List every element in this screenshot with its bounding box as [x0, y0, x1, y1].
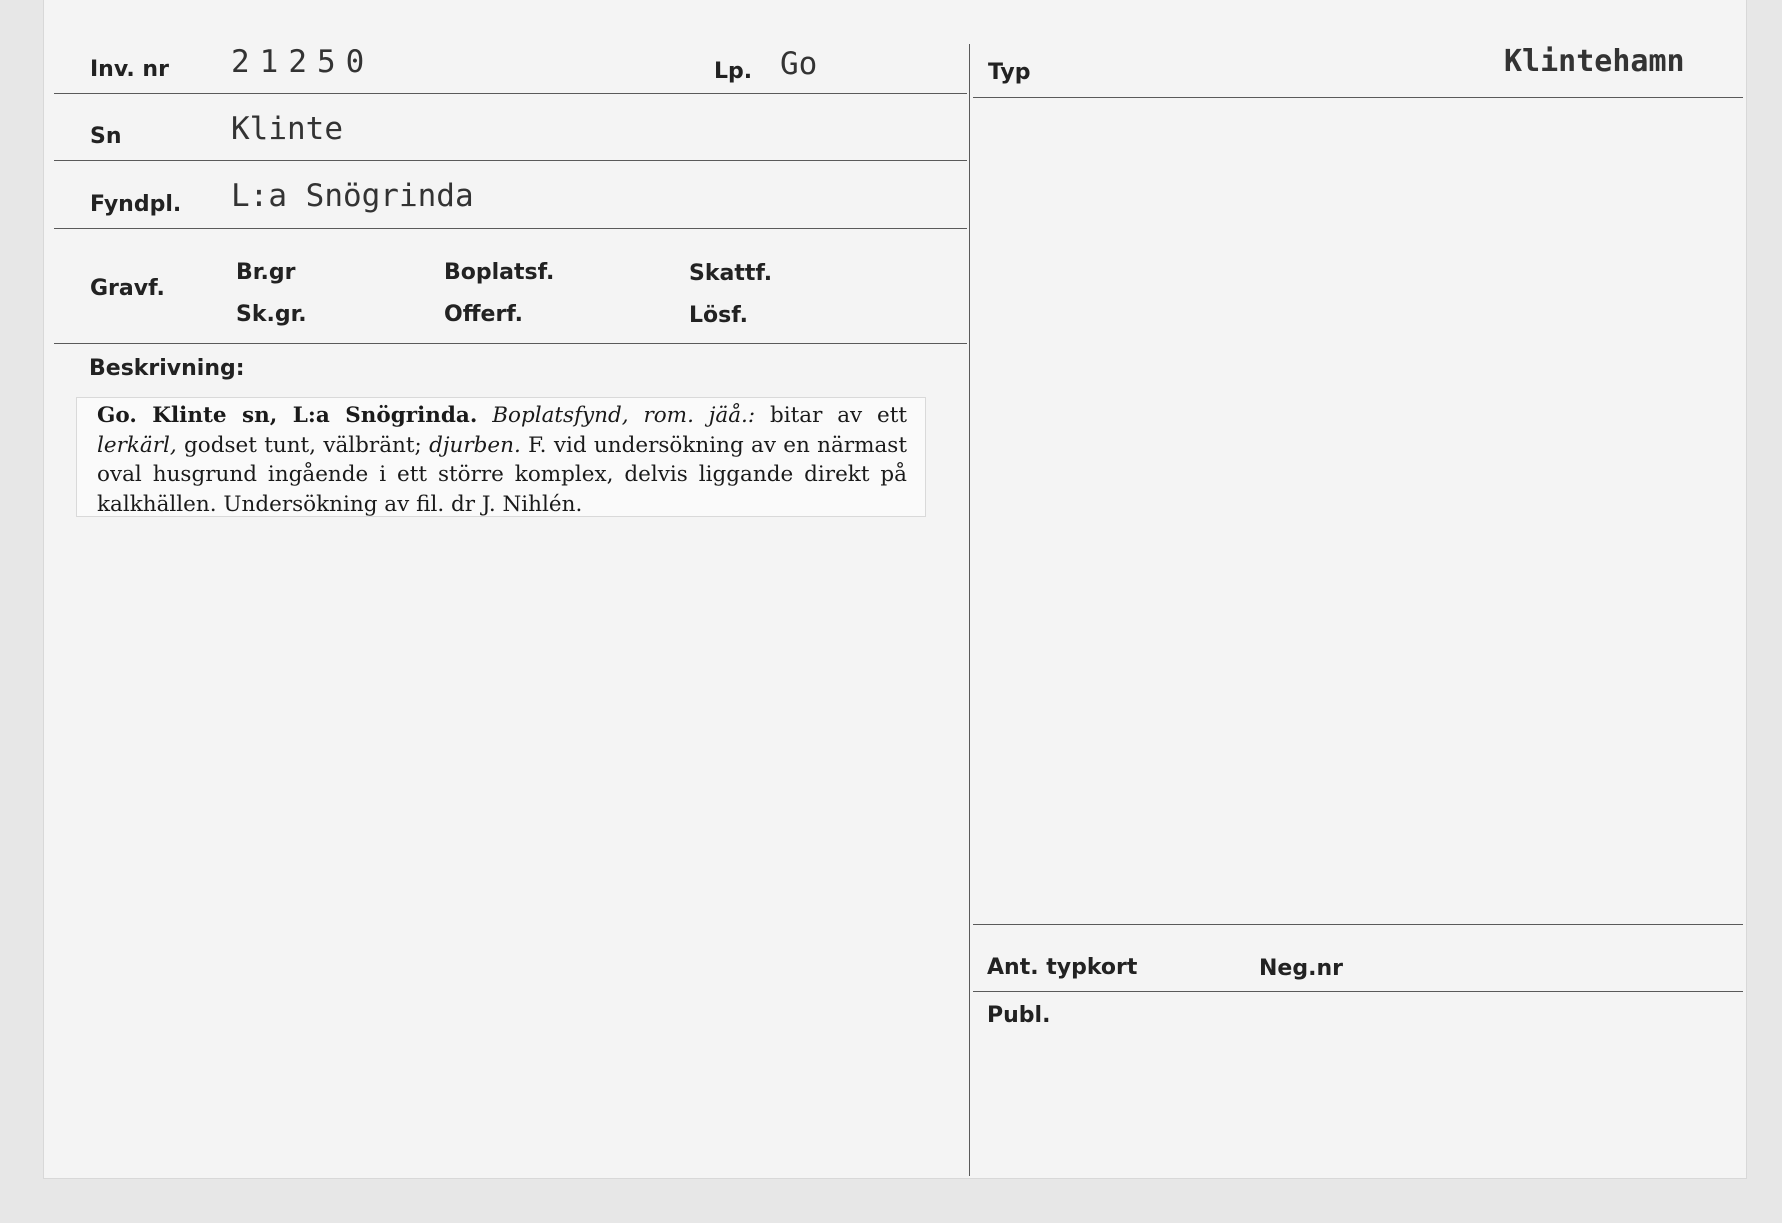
description-category: Boplatsfynd, rom. jäå.:: [492, 403, 756, 428]
description-part-2: godset tunt, välbränt;: [184, 432, 422, 458]
rule-inv-row: [54, 93, 967, 94]
lp-label: Lp.: [714, 59, 753, 84]
fyndpl-label: Fyndpl.: [90, 192, 182, 217]
sn-label: Sn: [90, 124, 122, 149]
publ-label: Publ.: [987, 1003, 1051, 1028]
inv-nr-value: 21250: [231, 44, 375, 80]
catalog-card: [44, 0, 1746, 1178]
description-part-3: F. vid undersökning av en närmast oval husgrund ingående i ett större komplex, delvis liggande direkt på kalkhällen. Undersökning av fil. dr J. Nihlén.: [97, 432, 907, 517]
rule-gravf-row: [54, 343, 967, 344]
inv-nr-label: Inv. nr: [90, 57, 169, 82]
rule-typ-row: [973, 97, 1743, 98]
description-part-1: bitar av ett: [769, 403, 908, 428]
rule-ant-typkort-top: [973, 924, 1743, 925]
skattf-label: Skattf.: [689, 261, 773, 286]
rule-publ-top: [973, 991, 1743, 992]
typ-value: Klintehamn: [1504, 44, 1685, 79]
column-divider: [969, 44, 970, 1176]
lp-value: Go: [780, 46, 818, 82]
description-text: [97, 401, 907, 519]
losf-label: Lösf.: [689, 303, 748, 328]
neg-nr-label: Neg.nr: [1259, 956, 1343, 981]
description-item-1: lerkärl,: [97, 432, 177, 458]
rule-sn-row: [54, 160, 967, 161]
beskrivning-label: Beskrivning:: [89, 356, 245, 381]
ant-typkort-label: Ant. typkort: [987, 955, 1138, 980]
typ-label: Typ: [988, 60, 1031, 85]
description-slip: [76, 397, 926, 517]
description-item-2: djurben.: [429, 432, 521, 458]
sn-value: Klinte: [231, 111, 343, 147]
fyndpl-value: L:a Snögrinda: [231, 178, 474, 214]
boplatsf-label: Boplatsf.: [444, 260, 555, 285]
brgr-label: Br.gr: [236, 260, 296, 285]
description-lead: Go. Klinte sn, L:a Snögrinda.: [97, 403, 478, 428]
skgr-label: Sk.gr.: [236, 302, 307, 327]
offerf-label: Offerf.: [444, 302, 524, 327]
rule-fyndpl-row: [54, 228, 967, 229]
gravf-label: Gravf.: [90, 276, 165, 301]
